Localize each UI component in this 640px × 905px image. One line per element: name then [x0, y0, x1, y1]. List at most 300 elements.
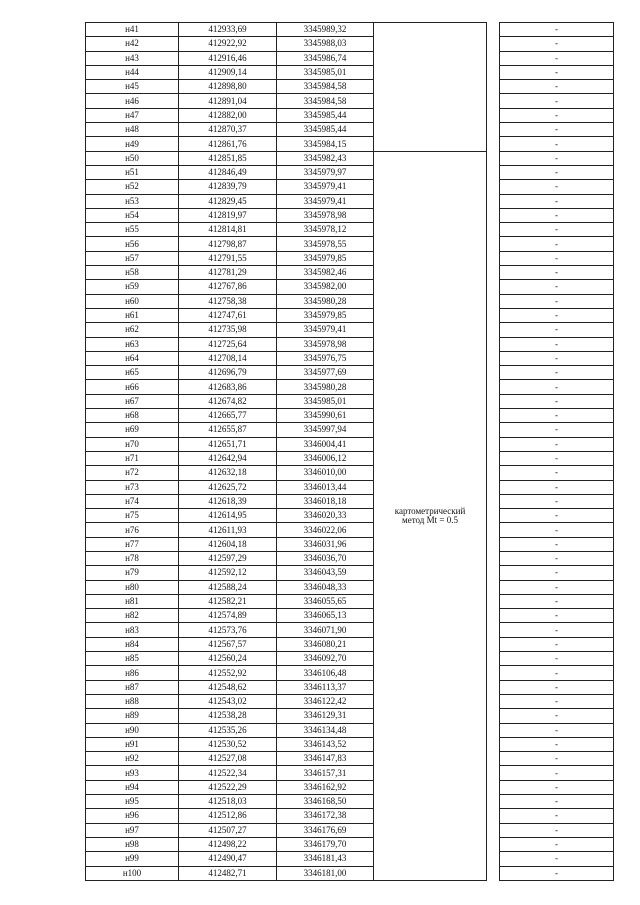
- table-row: [86, 480, 614, 494]
- y-coordinate-cell: 3346048,33: [277, 580, 374, 594]
- y-coordinate-cell: 3346031,96: [277, 537, 374, 551]
- x-coordinate-cell: 412898,80: [179, 80, 277, 94]
- point-name-cell: н94: [86, 780, 179, 794]
- table-row: [86, 223, 614, 237]
- error-cell: -: [500, 680, 614, 694]
- y-coordinate-cell: 3345990,61: [277, 409, 374, 423]
- point-name-cell: н70: [86, 437, 179, 451]
- error-cell: -: [500, 409, 614, 423]
- spacer-cell: [487, 823, 500, 837]
- point-name-cell: н78: [86, 551, 179, 565]
- error-cell: -: [500, 795, 614, 809]
- y-coordinate-cell: 3346122,42: [277, 694, 374, 708]
- spacer-cell: [487, 551, 500, 565]
- x-coordinate-cell: 412922,92: [179, 37, 277, 51]
- x-coordinate-cell: 412725,64: [179, 337, 277, 351]
- spacer-cell: [487, 594, 500, 608]
- y-coordinate-cell: 3346176,69: [277, 823, 374, 837]
- table-row: [86, 394, 614, 408]
- point-name-cell: н71: [86, 451, 179, 465]
- spacer-cell: [487, 380, 500, 394]
- spacer-cell: [487, 709, 500, 723]
- error-cell: -: [500, 151, 614, 165]
- spacer-cell: [487, 652, 500, 666]
- point-name-cell: н61: [86, 308, 179, 322]
- y-coordinate-cell: 3346179,70: [277, 837, 374, 851]
- table-row: [86, 294, 614, 308]
- point-name-cell: н100: [86, 866, 179, 880]
- table-row: [86, 809, 614, 823]
- spacer-cell: [487, 266, 500, 280]
- y-coordinate-cell: 3346106,48: [277, 666, 374, 680]
- error-cell: -: [500, 694, 614, 708]
- x-coordinate-cell: 412791,55: [179, 251, 277, 265]
- table-row: [86, 108, 614, 122]
- x-coordinate-cell: 412819,97: [179, 208, 277, 222]
- point-name-cell: н86: [86, 666, 179, 680]
- error-cell: -: [500, 623, 614, 637]
- table-row: [86, 551, 614, 565]
- x-coordinate-cell: 412851,85: [179, 151, 277, 165]
- point-name-cell: н41: [86, 23, 179, 37]
- point-name-cell: н87: [86, 680, 179, 694]
- point-name-cell: н59: [86, 280, 179, 294]
- spacer-cell: [487, 23, 500, 37]
- error-cell: -: [500, 65, 614, 79]
- point-name-cell: н65: [86, 366, 179, 380]
- spacer-cell: [487, 866, 500, 880]
- error-cell: -: [500, 609, 614, 623]
- point-name-cell: н47: [86, 108, 179, 122]
- spacer-cell: [487, 837, 500, 851]
- point-name-cell: н51: [86, 165, 179, 179]
- y-coordinate-cell: 3345988,03: [277, 37, 374, 51]
- x-coordinate-cell: 412588,24: [179, 580, 277, 594]
- spacer-cell: [487, 208, 500, 222]
- x-coordinate-cell: 412530,52: [179, 737, 277, 751]
- point-name-cell: н83: [86, 623, 179, 637]
- x-coordinate-cell: 412582,21: [179, 594, 277, 608]
- y-coordinate-cell: 3345984,58: [277, 94, 374, 108]
- y-coordinate-cell: 3346172,38: [277, 809, 374, 823]
- x-coordinate-cell: 412839,79: [179, 180, 277, 194]
- x-coordinate-cell: 412814,81: [179, 223, 277, 237]
- spacer-cell: [487, 694, 500, 708]
- error-cell: -: [500, 766, 614, 780]
- x-coordinate-cell: 412535,26: [179, 723, 277, 737]
- table-row: [86, 652, 614, 666]
- x-coordinate-cell: 412618,39: [179, 494, 277, 508]
- x-coordinate-cell: 412781,29: [179, 266, 277, 280]
- table-row: [86, 594, 614, 608]
- table-row: [86, 23, 614, 37]
- x-coordinate-cell: 412573,76: [179, 623, 277, 637]
- point-name-cell: н63: [86, 337, 179, 351]
- error-cell: -: [500, 394, 614, 408]
- table-row: [86, 366, 614, 380]
- table-row: [86, 623, 614, 637]
- spacer-cell: [487, 423, 500, 437]
- error-cell: -: [500, 237, 614, 251]
- point-name-cell: н49: [86, 137, 179, 151]
- error-cell: -: [500, 137, 614, 151]
- error-cell: -: [500, 180, 614, 194]
- error-cell: -: [500, 737, 614, 751]
- spacer-cell: [487, 852, 500, 866]
- x-coordinate-cell: 412665,77: [179, 409, 277, 423]
- x-coordinate-cell: 412708,14: [179, 351, 277, 365]
- y-coordinate-cell: 3346043,59: [277, 566, 374, 580]
- point-name-cell: н92: [86, 752, 179, 766]
- point-name-cell: н56: [86, 237, 179, 251]
- table-row: [86, 837, 614, 851]
- error-cell: -: [500, 366, 614, 380]
- y-coordinate-cell: 3345989,32: [277, 23, 374, 37]
- table-body: [86, 23, 614, 881]
- x-coordinate-cell: 412655,87: [179, 423, 277, 437]
- y-coordinate-cell: 3346006,12: [277, 451, 374, 465]
- x-coordinate-cell: 412498,22: [179, 837, 277, 851]
- table-row: [86, 137, 614, 151]
- spacer-cell: [487, 180, 500, 194]
- spacer-cell: [487, 795, 500, 809]
- y-coordinate-cell: 3346129,31: [277, 709, 374, 723]
- method-cell-lower: [374, 151, 487, 880]
- spacer-cell: [487, 323, 500, 337]
- x-coordinate-cell: 412829,45: [179, 194, 277, 208]
- x-coordinate-cell: 412861,76: [179, 137, 277, 151]
- x-coordinate-cell: 412518,03: [179, 795, 277, 809]
- error-cell: -: [500, 566, 614, 580]
- point-name-cell: н76: [86, 523, 179, 537]
- x-coordinate-cell: 412604,18: [179, 537, 277, 551]
- table-row: [86, 194, 614, 208]
- table-row: [86, 237, 614, 251]
- table-row: [86, 537, 614, 551]
- error-cell: -: [500, 380, 614, 394]
- point-name-cell: н52: [86, 180, 179, 194]
- point-name-cell: н64: [86, 351, 179, 365]
- y-coordinate-cell: 3345985,01: [277, 394, 374, 408]
- point-name-cell: н42: [86, 37, 179, 51]
- spacer-cell: [487, 337, 500, 351]
- x-coordinate-cell: 412614,95: [179, 509, 277, 523]
- table-row: [86, 65, 614, 79]
- x-coordinate-cell: 412490,47: [179, 852, 277, 866]
- x-coordinate-cell: 412767,86: [179, 280, 277, 294]
- point-name-cell: н69: [86, 423, 179, 437]
- error-cell: -: [500, 308, 614, 322]
- point-name-cell: н44: [86, 65, 179, 79]
- table-row: [86, 437, 614, 451]
- table-row: [86, 694, 614, 708]
- spacer-cell: [487, 308, 500, 322]
- x-coordinate-cell: 412870,37: [179, 123, 277, 137]
- point-name-cell: н79: [86, 566, 179, 580]
- y-coordinate-cell: 3346113,37: [277, 680, 374, 694]
- spacer-cell: [487, 451, 500, 465]
- x-coordinate-cell: 412651,71: [179, 437, 277, 451]
- error-cell: -: [500, 494, 614, 508]
- y-coordinate-cell: 3346168,50: [277, 795, 374, 809]
- table-row: [86, 251, 614, 265]
- y-coordinate-cell: 3346080,21: [277, 637, 374, 651]
- x-coordinate-cell: 412522,29: [179, 780, 277, 794]
- error-cell: -: [500, 23, 614, 37]
- error-cell: -: [500, 823, 614, 837]
- x-coordinate-cell: 412916,46: [179, 51, 277, 65]
- error-cell: -: [500, 280, 614, 294]
- y-coordinate-cell: 3346162,92: [277, 780, 374, 794]
- error-cell: -: [500, 509, 614, 523]
- table-row: [86, 280, 614, 294]
- spacer-cell: [487, 623, 500, 637]
- table-row: [86, 609, 614, 623]
- y-coordinate-cell: 3345997,94: [277, 423, 374, 437]
- y-coordinate-cell: 3345982,43: [277, 151, 374, 165]
- spacer-cell: [487, 480, 500, 494]
- y-coordinate-cell: 3346004,41: [277, 437, 374, 451]
- x-coordinate-cell: 412696,79: [179, 366, 277, 380]
- error-cell: -: [500, 437, 614, 451]
- spacer-cell: [487, 780, 500, 794]
- x-coordinate-cell: 412548,62: [179, 680, 277, 694]
- y-coordinate-cell: 3345985,01: [277, 65, 374, 79]
- error-cell: -: [500, 780, 614, 794]
- point-name-cell: н48: [86, 123, 179, 137]
- spacer-cell: [487, 509, 500, 523]
- table-row: [86, 423, 614, 437]
- error-cell: -: [500, 294, 614, 308]
- table-row: [86, 523, 614, 537]
- error-cell: -: [500, 108, 614, 122]
- spacer-cell: [487, 151, 500, 165]
- x-coordinate-cell: 412527,08: [179, 752, 277, 766]
- error-cell: -: [500, 223, 614, 237]
- point-name-cell: н58: [86, 266, 179, 280]
- table-row: [86, 165, 614, 179]
- x-coordinate-cell: 412846,49: [179, 165, 277, 179]
- error-cell: -: [500, 37, 614, 51]
- y-coordinate-cell: 3345976,75: [277, 351, 374, 365]
- error-cell: -: [500, 451, 614, 465]
- point-name-cell: н73: [86, 480, 179, 494]
- method-text-line1: картометрический: [394, 505, 466, 516]
- error-cell: -: [500, 752, 614, 766]
- spacer-cell: [487, 723, 500, 737]
- spacer-cell: [487, 351, 500, 365]
- table-row: [86, 852, 614, 866]
- spacer-cell: [487, 237, 500, 251]
- y-coordinate-cell: 3346036,70: [277, 551, 374, 565]
- error-cell: -: [500, 123, 614, 137]
- table-row: [86, 180, 614, 194]
- x-coordinate-cell: 412512,86: [179, 809, 277, 823]
- x-coordinate-cell: 412909,14: [179, 65, 277, 79]
- spacer-cell: [487, 494, 500, 508]
- y-coordinate-cell: 3346071,90: [277, 623, 374, 637]
- y-coordinate-cell: 3346022,06: [277, 523, 374, 537]
- spacer-cell: [487, 294, 500, 308]
- error-cell: -: [500, 480, 614, 494]
- table-row: [86, 94, 614, 108]
- x-coordinate-cell: 412592,12: [179, 566, 277, 580]
- error-cell: -: [500, 852, 614, 866]
- spacer-cell: [487, 566, 500, 580]
- point-name-cell: н60: [86, 294, 179, 308]
- y-coordinate-cell: 3345979,97: [277, 165, 374, 179]
- spacer-cell: [487, 366, 500, 380]
- table-row: [86, 266, 614, 280]
- spacer-cell: [487, 280, 500, 294]
- y-coordinate-cell: 3346134,48: [277, 723, 374, 737]
- point-name-cell: н82: [86, 609, 179, 623]
- y-coordinate-cell: 3346157,31: [277, 766, 374, 780]
- y-coordinate-cell: 3345984,58: [277, 80, 374, 94]
- spacer-cell: [487, 194, 500, 208]
- table-row: [86, 380, 614, 394]
- spacer-cell: [487, 609, 500, 623]
- error-cell: -: [500, 837, 614, 851]
- coordinate-table: [85, 22, 614, 881]
- y-coordinate-cell: 3346013,44: [277, 480, 374, 494]
- error-cell: -: [500, 637, 614, 651]
- point-name-cell: н88: [86, 694, 179, 708]
- spacer-cell: [487, 37, 500, 51]
- table-row: [86, 766, 614, 780]
- point-name-cell: н55: [86, 223, 179, 237]
- x-coordinate-cell: 412543,02: [179, 694, 277, 708]
- x-coordinate-cell: 412507,27: [179, 823, 277, 837]
- error-cell: -: [500, 51, 614, 65]
- y-coordinate-cell: 3346181,00: [277, 866, 374, 880]
- point-name-cell: н66: [86, 380, 179, 394]
- x-coordinate-cell: 412758,38: [179, 294, 277, 308]
- x-coordinate-cell: 412574,89: [179, 609, 277, 623]
- spacer-cell: [487, 737, 500, 751]
- table-row: [86, 466, 614, 480]
- y-coordinate-cell: 3345980,28: [277, 294, 374, 308]
- spacer-cell: [487, 752, 500, 766]
- error-cell: -: [500, 580, 614, 594]
- point-name-cell: н97: [86, 823, 179, 837]
- error-cell: -: [500, 594, 614, 608]
- table-row: [86, 494, 614, 508]
- spacer-cell: [487, 123, 500, 137]
- point-name-cell: н74: [86, 494, 179, 508]
- y-coordinate-cell: 3345978,98: [277, 208, 374, 222]
- spacer-cell: [487, 394, 500, 408]
- point-name-cell: н50: [86, 151, 179, 165]
- error-cell: -: [500, 551, 614, 565]
- y-coordinate-cell: 3345980,28: [277, 380, 374, 394]
- y-coordinate-cell: 3346010,00: [277, 466, 374, 480]
- spacer-cell: [487, 137, 500, 151]
- spacer-cell: [487, 766, 500, 780]
- point-name-cell: н46: [86, 94, 179, 108]
- point-name-cell: н89: [86, 709, 179, 723]
- table-row: [86, 208, 614, 222]
- error-cell: -: [500, 165, 614, 179]
- point-name-cell: н80: [86, 580, 179, 594]
- point-name-cell: н99: [86, 852, 179, 866]
- x-coordinate-cell: 412552,92: [179, 666, 277, 680]
- point-name-cell: н57: [86, 251, 179, 265]
- error-cell: -: [500, 194, 614, 208]
- spacer-cell: [487, 466, 500, 480]
- x-coordinate-cell: 412597,29: [179, 551, 277, 565]
- x-coordinate-cell: 412642,94: [179, 451, 277, 465]
- x-coordinate-cell: 412683,86: [179, 380, 277, 394]
- error-cell: -: [500, 266, 614, 280]
- point-name-cell: н54: [86, 208, 179, 222]
- spacer-cell: [487, 51, 500, 65]
- x-coordinate-cell: 412747,61: [179, 308, 277, 322]
- spacer-cell: [487, 80, 500, 94]
- point-name-cell: н77: [86, 537, 179, 551]
- error-cell: -: [500, 351, 614, 365]
- y-coordinate-cell: 3345984,15: [277, 137, 374, 151]
- y-coordinate-cell: 3345977,69: [277, 366, 374, 380]
- table-row: [86, 80, 614, 94]
- spacer-cell: [487, 108, 500, 122]
- point-name-cell: н68: [86, 409, 179, 423]
- y-coordinate-cell: 3346018,18: [277, 494, 374, 508]
- x-coordinate-cell: 412632,18: [179, 466, 277, 480]
- point-name-cell: н45: [86, 80, 179, 94]
- table-row: [86, 866, 614, 880]
- spacer-cell: [487, 251, 500, 265]
- error-cell: -: [500, 809, 614, 823]
- spacer-cell: [487, 666, 500, 680]
- point-name-cell: н67: [86, 394, 179, 408]
- x-coordinate-cell: 412674,82: [179, 394, 277, 408]
- table-row: [86, 680, 614, 694]
- point-name-cell: н75: [86, 509, 179, 523]
- point-name-cell: н96: [86, 809, 179, 823]
- error-cell: -: [500, 80, 614, 94]
- x-coordinate-cell: 412522,34: [179, 766, 277, 780]
- y-coordinate-cell: 3345978,98: [277, 337, 374, 351]
- point-name-cell: н53: [86, 194, 179, 208]
- spacer-cell: [487, 94, 500, 108]
- x-coordinate-cell: 412891,04: [179, 94, 277, 108]
- spacer-cell: [487, 637, 500, 651]
- spacer-cell: [487, 580, 500, 594]
- y-coordinate-cell: 3346147,83: [277, 752, 374, 766]
- method-cell-upper: [374, 23, 487, 152]
- table-row: [86, 323, 614, 337]
- table-row: [86, 780, 614, 794]
- point-name-cell: н72: [86, 466, 179, 480]
- x-coordinate-cell: 412625,72: [179, 480, 277, 494]
- point-name-cell: н90: [86, 723, 179, 737]
- error-cell: -: [500, 652, 614, 666]
- error-cell: -: [500, 866, 614, 880]
- table-row: [86, 509, 614, 523]
- y-coordinate-cell: 3345979,41: [277, 323, 374, 337]
- x-coordinate-cell: 412560,24: [179, 652, 277, 666]
- x-coordinate-cell: 412735,98: [179, 323, 277, 337]
- y-coordinate-cell: 3345979,41: [277, 194, 374, 208]
- method-text-line2: метод Mt = 0.5: [402, 514, 458, 525]
- error-cell: -: [500, 723, 614, 737]
- y-coordinate-cell: 3346092,70: [277, 652, 374, 666]
- point-name-cell: н43: [86, 51, 179, 65]
- error-cell: -: [500, 251, 614, 265]
- x-coordinate-cell: 412798,87: [179, 237, 277, 251]
- table-row: [86, 409, 614, 423]
